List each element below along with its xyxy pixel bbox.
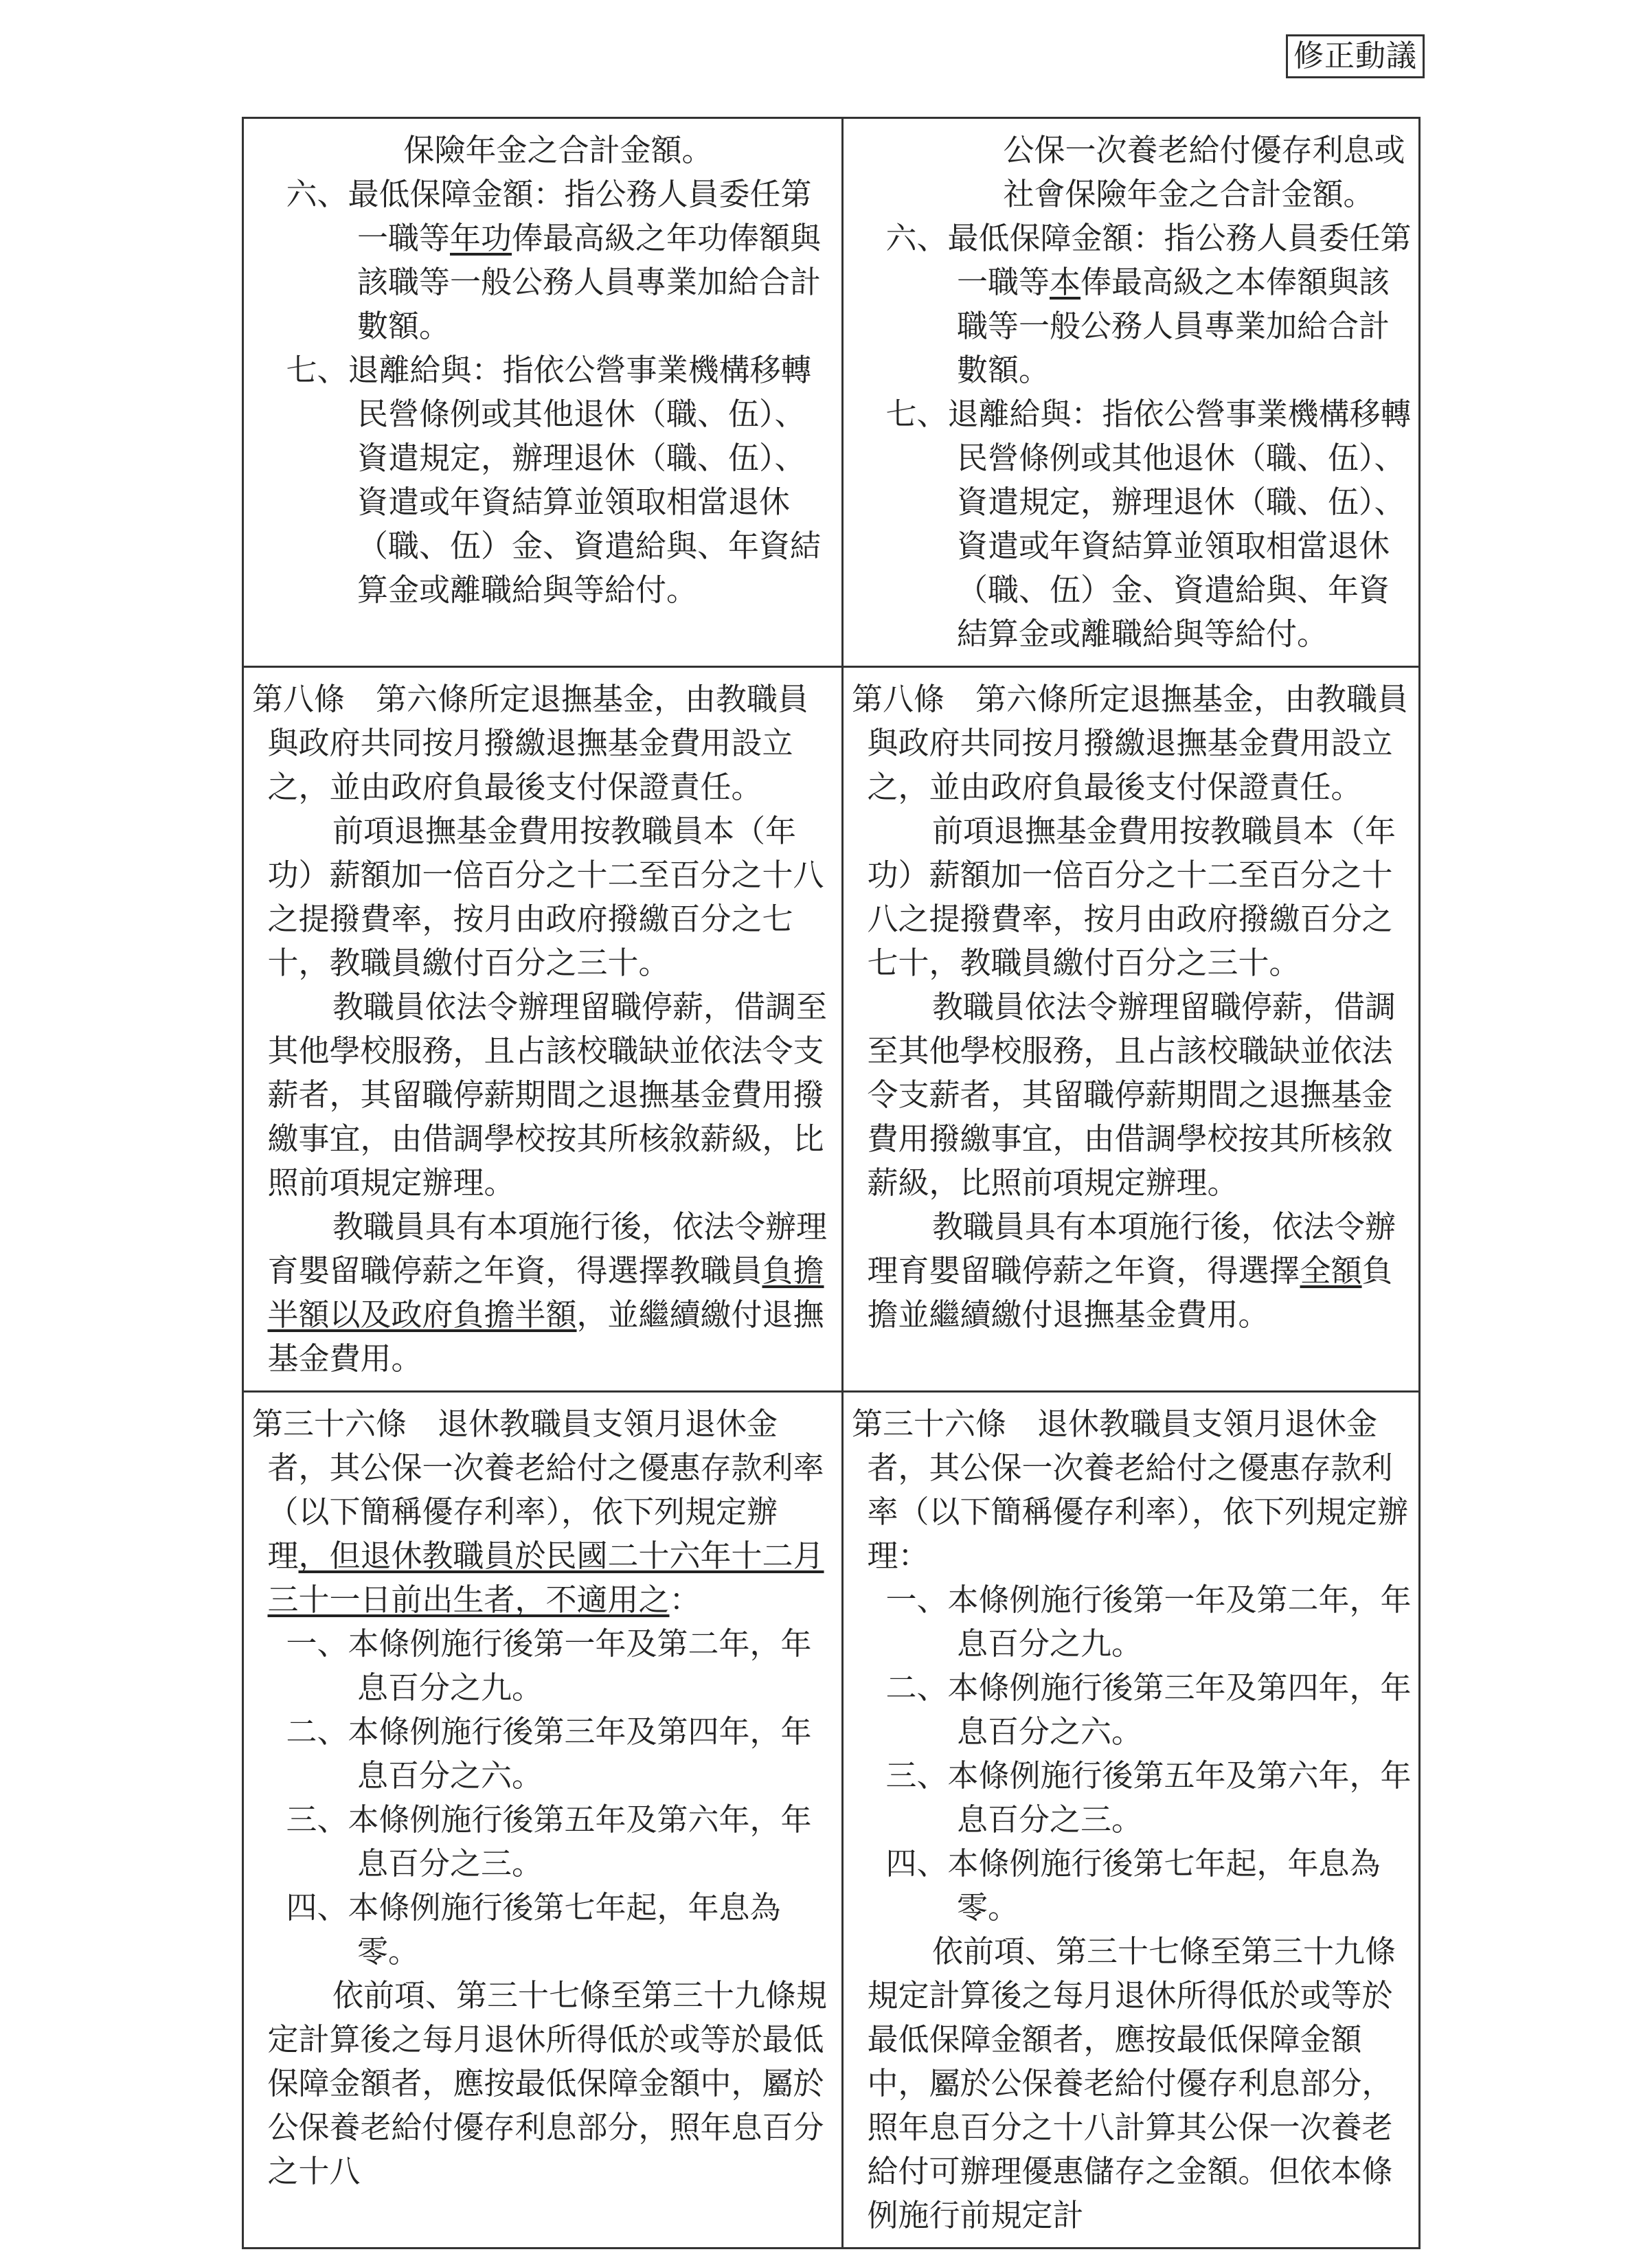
amended-text-cell bbox=[243, 118, 843, 667]
clause-paragraph bbox=[252, 1205, 835, 1381]
clause-text: 四、本條例施行後第七年起，年息為零。 bbox=[286, 1889, 781, 1970]
clause-text: 負擔並繼續繳付退撫基金費用。 bbox=[867, 1252, 1393, 1333]
clause-text: 第三十六條 退休教職員支領月退休金者，其公保一次養老給付之優惠存款利率（以下簡稱優存利率），依下列規定辦理： bbox=[852, 1406, 1409, 1574]
clause-text: 公保一次養老給付優存利息或社會保險年金之合計金額。 bbox=[1003, 132, 1405, 212]
clause-text: 教職員依法令辦理留職停薪，借調至其他學校服務，且占該校職缺並依法令支薪者，其留職停薪期間之退撫基金費用撥繳事宜，由借調學校按其所核敘薪級，比照前項規定辦理。 bbox=[867, 989, 1396, 1201]
clause-paragraph bbox=[852, 216, 1412, 392]
clause-text: 一、本條例施行後第一年及第二年，年息百分之九。 bbox=[885, 1581, 1412, 1662]
clause-text: 教職員具有本項施行後，依法令辦理育嬰留職停薪之年資，得選擇 bbox=[867, 1208, 1396, 1289]
clause-paragraph bbox=[852, 677, 1412, 809]
clause-text: ： bbox=[669, 1581, 701, 1618]
clause-text: 七、退離給與：指依公營事業機構移轉民營條例或其他退休（職、伍）、資遣規定，辦理退休（職、伍）、資遣或年資結算並領取相當退休（職、伍）金、資遣給與、年資結算金或離職給與等給付。 bbox=[885, 396, 1412, 652]
clause-text: 前項退撫基金費用按教職員本（年功）薪額加一倍百分之十二至百分之十八之提撥費率，按月由政府撥繳百分之七十，教職員繳付百分之三十。 bbox=[867, 813, 1396, 981]
clause-paragraph bbox=[852, 1930, 1412, 2238]
amended-text-cell bbox=[243, 667, 843, 1392]
clause-paragraph bbox=[252, 172, 835, 348]
clause-text: 保險年金之合計金額。 bbox=[403, 132, 713, 168]
clause-paragraph bbox=[252, 1710, 835, 1798]
clause-paragraph bbox=[252, 1974, 835, 2194]
current-text-cell bbox=[843, 118, 1420, 667]
comparison-table bbox=[242, 117, 1421, 2249]
amended-text-cell bbox=[243, 1392, 843, 2249]
clause-paragraph bbox=[252, 985, 835, 1205]
clause-text: ，並繼續繳付退撫基金費用。 bbox=[267, 1296, 824, 1377]
clause-text: 第八條 第六條所定退撫基金，由教職員與政府共同按月撥繳退撫基金費用設立之，並由政府負最後支付保證責任。 bbox=[252, 681, 809, 805]
clause-text: 俸最高級之本俸額與該職等一般公務人員專業加給合計數額。 bbox=[957, 264, 1390, 388]
clause-paragraph bbox=[252, 1886, 835, 1974]
clause-paragraph bbox=[852, 1666, 1412, 1754]
clause-paragraph bbox=[252, 1402, 835, 1622]
clause-text: 七、退離給與：指依公營事業機構移轉民營條例或其他退休（職、伍）、資遣規定，辦理退休（職、伍）、資遣或年資結算並領取相當退休（職、伍）金、資遣給與、年資結算金或離職給與等給付。 bbox=[286, 352, 822, 608]
underlined-amendment-text: 本 bbox=[1050, 264, 1081, 300]
clause-text: 四、本條例施行後第七年起，年息為零。 bbox=[885, 1845, 1381, 1926]
clause-text: 教職員依法令辦理留職停薪，借調至其他學校服務，且占該校職缺並依法令支薪者，其留職停薪期間之退撫基金費用撥繳事宜，由借調學校按其所核敘薪級，比照前項規定辦理。 bbox=[267, 989, 828, 1201]
underlined-amendment-text: 年功 bbox=[450, 220, 512, 256]
amendment-motion-stamp: 修正動議 bbox=[1286, 34, 1425, 78]
clause-text: 第三十六條 退休教職員支領月退休金者，其公保一次養老給付之優惠存款利率（以下簡稱優存利率），依下列規定辦理 bbox=[252, 1406, 824, 1574]
current-text-cell bbox=[843, 1392, 1420, 2249]
clause-paragraph bbox=[852, 1842, 1412, 1930]
clause-text: 第八條 第六條所定退撫基金，由教職員與政府共同按月撥繳退撫基金費用設立之，並由政府負最後支付保證責任。 bbox=[852, 681, 1409, 805]
clause-paragraph bbox=[252, 1798, 835, 1886]
clause-paragraph bbox=[852, 1754, 1412, 1842]
clause-paragraph bbox=[852, 1402, 1412, 1578]
clause-paragraph bbox=[252, 348, 835, 612]
clause-paragraph bbox=[252, 128, 835, 172]
clause-text: 依前項、第三十七條至第三十九條規定計算後之每月退休所得低於或等於最低保障金額者，應按最低保障金額中，屬於公保養老給付優存利息部分，照年息百分之十八計算其公保一次養老給付可辦理優惠儲存之金額。但依本條例施行前規定計 bbox=[867, 1933, 1396, 2233]
clause-paragraph bbox=[852, 985, 1412, 1205]
clause-paragraph bbox=[852, 1205, 1412, 1337]
clause-text: 三、本條例施行後第五年及第六年，年息百分之三。 bbox=[286, 1801, 812, 1882]
clause-text: 二、本條例施行後第三年及第四年，年息百分之六。 bbox=[286, 1713, 812, 1794]
clause-paragraph bbox=[252, 677, 835, 809]
clause-text: 一、本條例施行後第一年及第二年，年息百分之九。 bbox=[286, 1625, 812, 1706]
clause-text: 三、本條例施行後第五年及第六年，年息百分之三。 bbox=[885, 1757, 1412, 1838]
clause-text: 教職員具有本項施行後，依法令辦理育嬰留職停薪之年資，得選擇教職員 bbox=[267, 1208, 828, 1289]
underlined-amendment-text: ，但退休教職員於民國二十六年十二月三十一日前出生者，不適用之 bbox=[267, 1537, 824, 1618]
underlined-amendment-text: 全額 bbox=[1300, 1252, 1362, 1289]
clause-text: 六、最低保障金額：指公務人員委任第一職等 bbox=[286, 176, 812, 256]
table-row bbox=[243, 118, 1420, 667]
clause-text: 俸最高級之年功俸額與該職等一般公務人員專業加給合計數額。 bbox=[357, 220, 822, 344]
clause-text: 依前項、第三十七條至第三十九條規定計算後之每月退休所得低於或等於最低保障金額者，應按最低保障金額中，屬於公保養老給付優存利息部分，照年息百分之十八 bbox=[267, 1977, 828, 2189]
clause-paragraph bbox=[252, 1622, 835, 1710]
table-row bbox=[243, 1392, 1420, 2249]
clause-text: 六、最低保障金額：指公務人員委任第一職等 bbox=[885, 220, 1412, 300]
clause-paragraph bbox=[852, 1578, 1412, 1666]
clause-text: 二、本條例施行後第三年及第四年，年息百分之六。 bbox=[885, 1669, 1412, 1750]
clause-paragraph bbox=[852, 128, 1412, 216]
clause-text: 前項退撫基金費用按教職員本（年功）薪額加一倍百分之十二至百分之十八之提撥費率，按月由政府撥繳百分之七十，教職員繳付百分之三十。 bbox=[267, 813, 824, 981]
clause-paragraph bbox=[252, 809, 835, 985]
underlined-amendment-text: 負擔半額以及政府負擔半額 bbox=[267, 1252, 824, 1333]
clause-paragraph bbox=[852, 392, 1412, 656]
current-text-cell bbox=[843, 667, 1420, 1392]
table-row bbox=[243, 667, 1420, 1392]
clause-paragraph bbox=[852, 809, 1412, 985]
